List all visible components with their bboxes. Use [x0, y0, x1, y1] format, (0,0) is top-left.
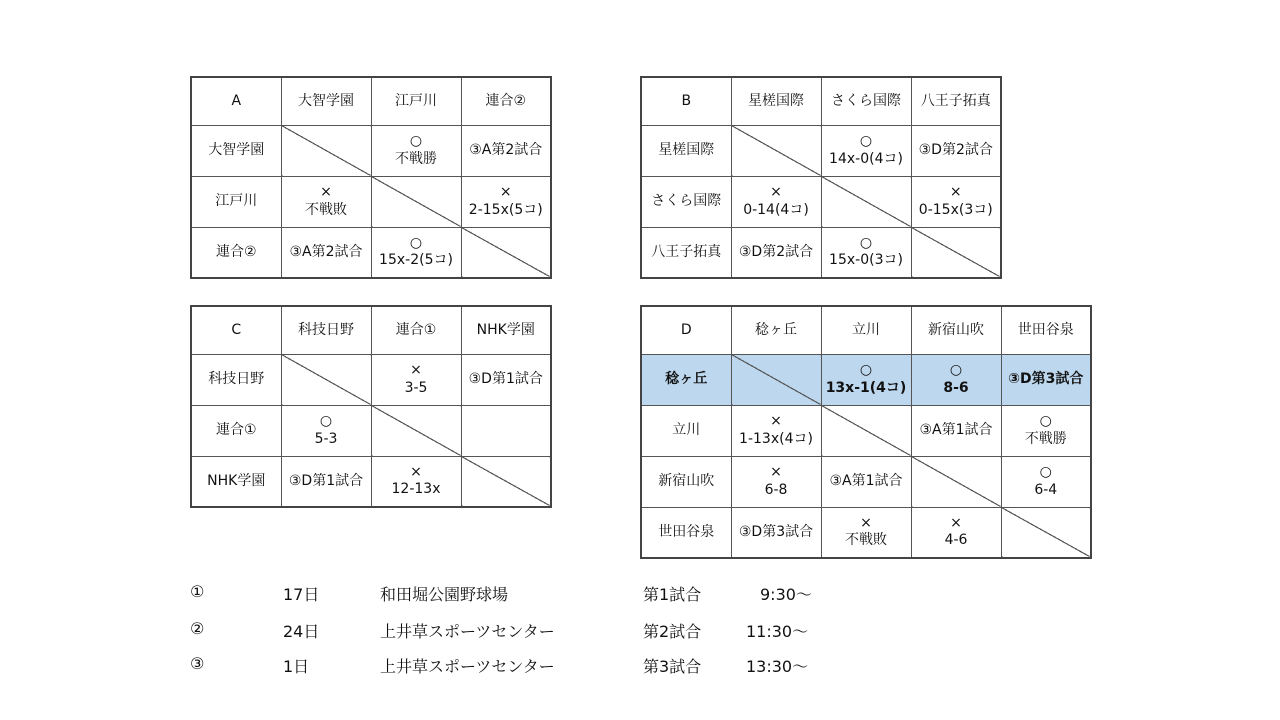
group-c-table: [190, 305, 552, 508]
group-label: A: [191, 77, 281, 125]
team-name: 大智学園: [191, 125, 281, 176]
loss-mark: ×: [320, 184, 332, 200]
team-row: [191, 354, 551, 405]
result-cell: [731, 405, 821, 456]
result-cell: [281, 405, 371, 456]
team-row: [191, 456, 551, 507]
result-text: ③D第2試合: [738, 243, 814, 260]
result-text: 不戦敗: [845, 532, 887, 549]
team-row: [191, 405, 551, 456]
result-cell: [731, 176, 821, 227]
result-text: 不戦勝: [1024, 430, 1067, 447]
result-text: 0-15x(3コ): [918, 201, 993, 218]
result-text: 1-13x(4コ): [739, 430, 813, 447]
schedule-time: 9:30～: [760, 585, 812, 604]
team-header: 江戸川: [371, 77, 461, 125]
team-name: 連合①: [191, 405, 281, 456]
result-cell: [281, 176, 371, 227]
group-b-table: [640, 76, 1002, 279]
result-text: ③D第1試合: [288, 472, 364, 489]
result-cell: [821, 125, 911, 176]
group-a-table: [190, 76, 552, 279]
win-mark: ○: [1039, 464, 1052, 480]
result-text: ③A第1試合: [829, 472, 903, 489]
team-name: 連合②: [191, 227, 281, 278]
team-name: 新宿山吹: [641, 456, 731, 507]
diagonal-cell: [731, 125, 821, 176]
schedule-venue: 上井草スポーツセンター: [380, 622, 555, 641]
team-row: [641, 176, 1001, 227]
team-header: 連合②: [461, 77, 551, 125]
team-row: [191, 125, 551, 176]
team-name: さくら国際: [641, 176, 731, 227]
result-cell: [911, 176, 1001, 227]
team-header: 大智学園: [281, 77, 371, 125]
group-label: B: [641, 77, 731, 125]
team-name: 科技日野: [191, 354, 281, 405]
diagonal-cell: [911, 227, 1001, 278]
diagonal-cell: [371, 176, 461, 227]
win-mark: ○: [859, 133, 873, 149]
result-text: 2-15x(5コ): [468, 201, 543, 218]
win-mark: ○: [859, 234, 873, 251]
result-text: ③A第1試合: [919, 421, 993, 438]
team-header: 星槎国際: [731, 77, 821, 125]
diagonal-cell: [461, 456, 551, 507]
result-text: 4-6: [944, 532, 968, 549]
result-cell: [911, 405, 1001, 456]
diagonal-cell: [821, 176, 911, 227]
loss-mark: ×: [410, 463, 422, 480]
team-row: [191, 227, 551, 278]
header-row: [641, 306, 1091, 354]
result-text: ③D第1試合: [468, 370, 543, 387]
result-cell: [371, 456, 461, 507]
result-cell: [281, 456, 371, 507]
result-cell: [1001, 405, 1091, 456]
loss-mark: ×: [770, 413, 782, 429]
result-text: ③D第2試合: [918, 141, 993, 158]
schedule-num: ①: [190, 582, 205, 601]
team-name: NHK学園: [191, 456, 281, 507]
result-text: ③D第3試合: [1008, 370, 1084, 387]
schedule-time: 13:30～: [746, 657, 809, 676]
diagonal-cell: [1001, 507, 1091, 558]
team-name: 立川: [641, 405, 731, 456]
team-row: [641, 507, 1091, 558]
schedule-num: ②: [190, 619, 205, 638]
result-text: 15x-0(3コ): [829, 252, 903, 269]
result-cell: [461, 405, 551, 456]
result-cell: [821, 507, 911, 558]
result-text: 15x-2(5コ): [379, 252, 453, 269]
diagonal-cell: [821, 405, 911, 456]
result-cell: [461, 354, 551, 405]
team-header: 稔ヶ丘: [731, 306, 821, 354]
team-header: 新宿山吹: [911, 306, 1001, 354]
schedule-venue: 上井草スポーツセンター: [380, 657, 555, 676]
result-cell: [911, 354, 1001, 405]
win-mark: ○: [409, 234, 423, 251]
result-text: 14x-0(4コ): [829, 150, 903, 167]
result-cell: [371, 354, 461, 405]
team-header: 科技日野: [281, 306, 371, 354]
schedule-date: 24日: [283, 622, 320, 641]
result-cell: [731, 507, 821, 558]
result-cell: [821, 456, 911, 507]
result-text: 不戦勝: [395, 150, 437, 167]
win-mark: ○: [949, 362, 963, 378]
result-cell: [1001, 456, 1091, 507]
schedule-venue: 和田堀公園野球場: [380, 585, 509, 604]
result-cell: [371, 125, 461, 176]
result-text: 3-5: [404, 379, 428, 396]
header-row: [191, 77, 551, 125]
diagonal-cell: [731, 354, 821, 405]
result-cell: [821, 354, 911, 405]
result-text: 13x-1(4コ): [825, 379, 907, 396]
diagonal-cell: [911, 456, 1001, 507]
loss-mark: ×: [410, 362, 422, 378]
team-header: 世田谷泉: [1001, 306, 1091, 354]
diagonal-cell: [281, 125, 371, 176]
result-cell: [731, 227, 821, 278]
result-cell: [461, 125, 551, 176]
schedule-game: 第1試合: [643, 585, 702, 604]
win-mark: ○: [409, 133, 423, 149]
team-header: 連合①: [371, 306, 461, 354]
diagonal-cell: [371, 405, 461, 456]
group-label: D: [641, 306, 731, 354]
result-text: 5-3: [314, 430, 338, 447]
result-text: 8-6: [943, 379, 969, 396]
team-header: 八王子拓真: [911, 77, 1001, 125]
team-row: [641, 456, 1091, 507]
result-text: 12-13x: [391, 481, 441, 498]
team-row: [191, 176, 551, 227]
team-header: 立川: [821, 306, 911, 354]
result-cell: [461, 176, 551, 227]
schedule-date: 1日: [283, 657, 310, 676]
header-row: [191, 306, 551, 354]
result-cell: [731, 456, 821, 507]
loss-mark: ×: [770, 464, 782, 480]
win-mark: ○: [859, 362, 873, 378]
result-text: 6-4: [1034, 481, 1058, 498]
result-cell: [371, 227, 461, 278]
team-row: [641, 354, 1091, 405]
team-row: [641, 125, 1001, 176]
team-header: さくら国際: [821, 77, 911, 125]
win-mark: ○: [1039, 413, 1052, 429]
result-cell: [821, 227, 911, 278]
result-cell: [911, 125, 1001, 176]
result-cell: [911, 507, 1001, 558]
schedule-game: 第2試合: [643, 622, 702, 641]
diagonal-cell: [461, 227, 551, 278]
result-text: ③A第2試合: [289, 243, 363, 260]
result-cell: [281, 227, 371, 278]
loss-mark: ×: [949, 184, 962, 200]
loss-mark: ×: [860, 514, 872, 531]
team-name: 稔ヶ丘: [641, 354, 731, 405]
team-name: 江戸川: [191, 176, 281, 227]
team-row: [641, 227, 1001, 278]
result-text: ③A第2試合: [469, 141, 543, 158]
schedule-game: 第3試合: [643, 657, 702, 676]
team-name: 世田谷泉: [641, 507, 731, 558]
group-d-table: [640, 305, 1092, 559]
diagonal-cell: [281, 354, 371, 405]
schedule-num: ③: [190, 654, 205, 673]
loss-mark: ×: [770, 184, 782, 200]
result-cell: [1001, 354, 1091, 405]
schedule-date: 17日: [283, 585, 320, 604]
result-text: 0-14(4コ): [743, 201, 809, 218]
team-name: 星槎国際: [641, 125, 731, 176]
loss-mark: ×: [499, 184, 512, 200]
win-mark: ○: [319, 413, 333, 429]
team-row: [641, 405, 1091, 456]
header-row: [641, 77, 1001, 125]
result-text: ③D第3試合: [738, 523, 814, 540]
loss-mark: ×: [950, 514, 962, 531]
schedule-time: 11:30～: [746, 622, 809, 641]
result-text: 不戦敗: [305, 201, 347, 218]
group-label: C: [191, 306, 281, 354]
result-text: 6-8: [764, 481, 788, 498]
team-name: 八王子拓真: [641, 227, 731, 278]
team-header: NHK学園: [461, 306, 551, 354]
